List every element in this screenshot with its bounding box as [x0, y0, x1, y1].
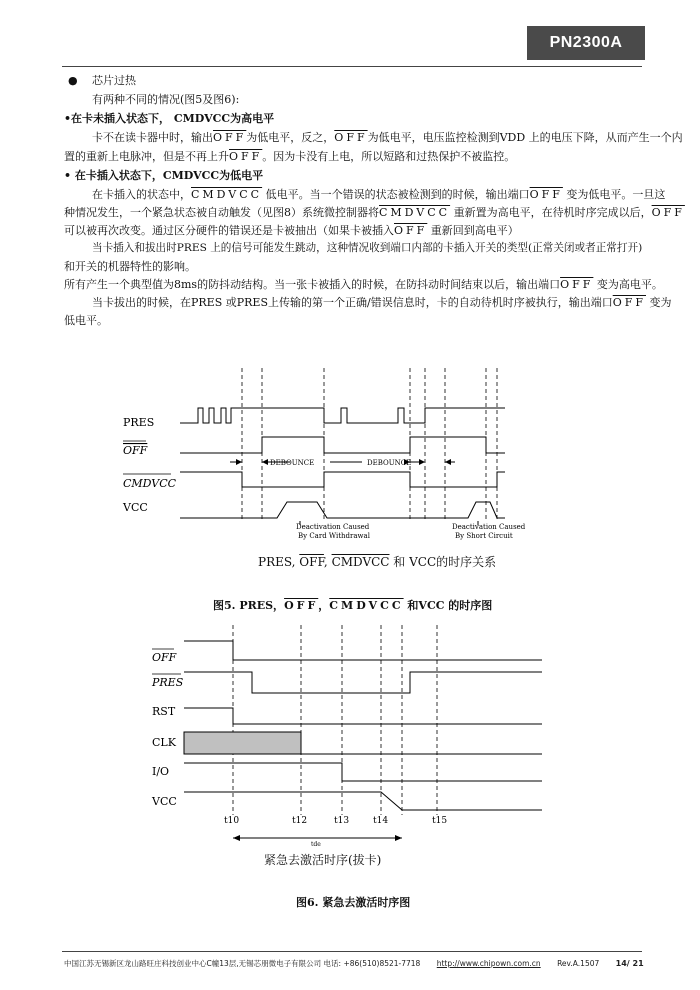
figure6-timing-diagram — [0, 615, 700, 870]
case2-line7: 当卡拔出的时候，在PRES 或PRES上传输的第一个正确/错误信息时，卡的自动待机时序被执行，输出端口$\overline{OFF}$ 变为 — [92, 296, 672, 309]
f6-label-vcc: VCC — [152, 795, 177, 808]
f6-label-clk: CLK — [152, 736, 176, 749]
f6-label-io: I/O — [152, 765, 170, 778]
f6-tick-t12: t12 — [292, 816, 308, 826]
case2-line5: 和开关的机器特性的影响。 — [64, 260, 196, 273]
footer-address: 中国江苏无锡新区龙山路旺庄科技创业中心C幢13层,无锡芯朋微电子有限公司 电话: +86(510)8521-7718 — [64, 959, 421, 968]
f6-tick-t13: t13 — [334, 816, 350, 826]
part-number-badge: PN2300A — [527, 26, 645, 60]
f5-debounce-1: DEBOUNCE — [270, 459, 315, 467]
section-intro: 有两种不同的情况(图5及图6): — [92, 93, 240, 106]
figure5-timing-diagram — [0, 360, 700, 550]
header-rule — [62, 66, 642, 67]
f5-note-left-2: By Card Withdrawal — [298, 532, 370, 540]
f5-note-left-1: Deactivation Caused — [296, 523, 370, 531]
f5-debounce-2: DEBOUNCE — [367, 459, 412, 467]
f5-note-right-2: By Short Circuit — [455, 532, 513, 540]
footer-revision: Rev.A.1507 — [557, 959, 600, 968]
figure5-title: 图5. PRES，$\overline{OFF}$，CMDVCC 和VCC 的时序图 — [213, 599, 493, 612]
footer — [64, 958, 644, 969]
bullet-icon: ● — [68, 74, 78, 87]
f5-label-cmdvcc: CMDVCC — [123, 477, 177, 490]
figure6-subcaption: 紧急去激活时序(拔卡) — [264, 853, 382, 867]
f5-note-right-1: Deactivation Caused — [452, 523, 526, 531]
case2-line1: 在卡插入的状态中，CMDVCC 低电平。当一个错误的状态被检测到的时候，输出端口$\overline{OFF}$ 变为低电平。一旦这 — [92, 188, 666, 201]
f5-label-vcc: VCC — [123, 501, 148, 514]
footer-url-link[interactable]: http://www.chipown.com.cn — [436, 959, 541, 968]
case2-line2: 种情况发生，一个紧急状态被自动触发（见图8）系统微控制器将CMDVCC 重新置为高电平，在待机时序完成以后，$\overline{OFF}$ — [64, 206, 685, 219]
f6-tick-t14: t14 — [373, 816, 389, 826]
case1-heading: •在卡未插入状态下， CMDVCC为高电平 — [64, 112, 275, 125]
case2-heading: • 在卡插入状态下，CMDVCC为低电平 — [64, 169, 264, 182]
case2-line4: 当卡插入和拔出时PRES 上的信号可能发生跳动，这种情况收到端口内部的卡插入开关的类型(正常关闭或者正常打开) — [92, 242, 643, 254]
f6-tick-t10: t10 — [224, 816, 240, 826]
case1-line2: 置的重新上电脉冲，但是不再上升$\overline{OFF}$。因为卡没有上电，所以短路和过热保护不被监控。 — [64, 150, 516, 163]
section-title: 芯片过热 — [92, 74, 136, 87]
footer-page-number: 14/ 21 — [615, 959, 644, 968]
f6-label-rst: RST — [152, 705, 176, 718]
case1-line1: 卡不在读卡器中时，输出$\overline{OFF}$为低电平，反之，$\overline{OFF}$为低电平，电压监控检测到VDD 上的电压下降，从而产生一个内 — [92, 131, 683, 144]
f5-label-pres: PRES — [123, 416, 155, 429]
case2-line3: 可以被再次改变。通过区分硬件的错误还是卡被抽出（如果卡被插入$\overline{OFF}$ 重新回到高电平） — [64, 224, 519, 237]
f6-tick-t15: t15 — [432, 816, 448, 826]
f6-label-off: OFF — [152, 651, 177, 664]
case2-line8: 低电平。 — [64, 314, 108, 327]
f5-label-off: OFF — [123, 444, 148, 457]
figure5-subcaption: PRES, $\overline{OFF}$, CMDVCC 和 VCC的时序关系 — [258, 555, 497, 569]
figure6-title: 图6. 紧急去激活时序图 — [296, 896, 411, 909]
footer-rule — [62, 951, 642, 952]
f6-label-pres: PRES — [152, 676, 184, 689]
f6-tde-label: tde — [311, 841, 321, 848]
case2-line6: 所有产生一个典型值为8ms的防抖动结构。当一张卡被插入的时候，在防抖动时间结束以后，输出端口$\overline{OFF}$ 变为高电平。 — [64, 278, 663, 291]
